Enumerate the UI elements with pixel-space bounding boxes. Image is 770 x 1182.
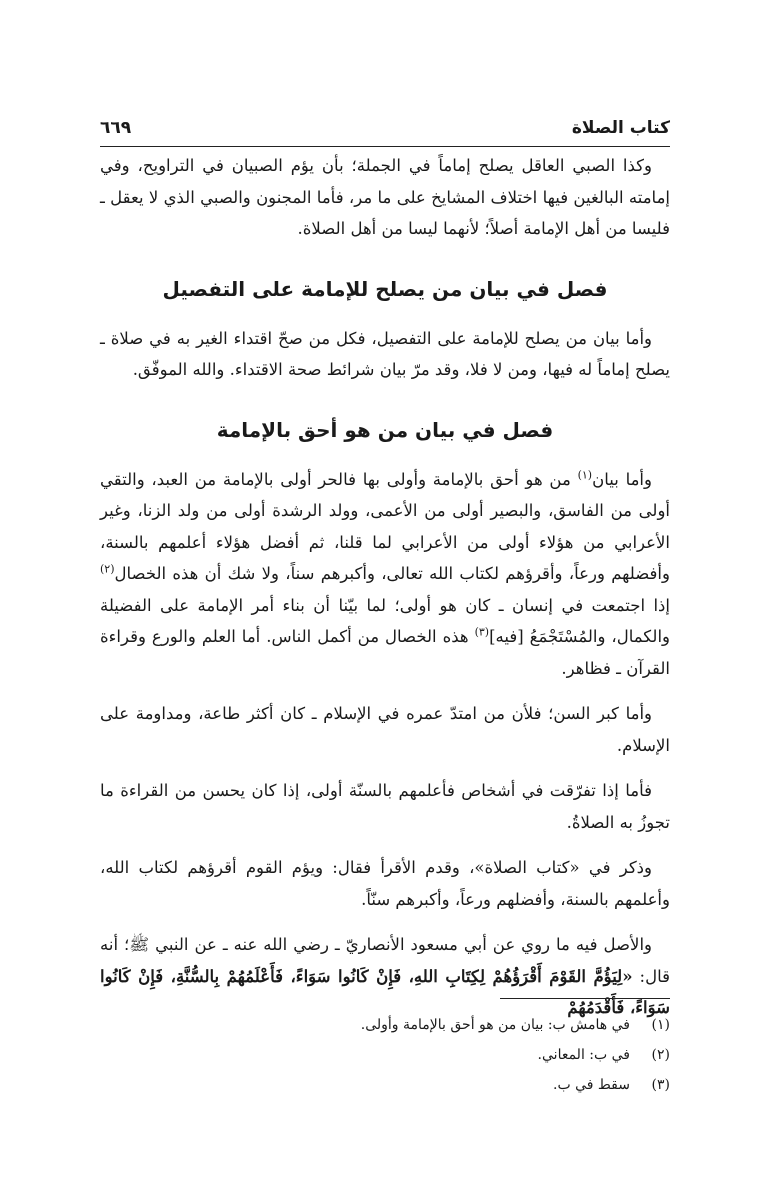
text-segment: هذه الخصال من أكمل الناس. أما العلم والورع وقراءة القرآن ـ فظاهر.	[100, 627, 670, 678]
section-title-who-qualifies: فصل في بيان من يصلح للإمامة على التفصيل	[162, 276, 608, 301]
running-head	[100, 108, 670, 138]
footnote-rule	[500, 998, 670, 999]
page-number: ٦٦٩	[100, 118, 132, 138]
section1-paragraph: وأما بيان من يصلح للإمامة على التفصيل، فكل من صحّ اقتداء الغير به في صلاة ـ يصلح إماماً له فيها، ومن لا فلا، وقد مرّ بيان شرائط صحة الاقتداء. والله الموفّق.	[100, 328, 670, 379]
footnote-ref-3: (٣)	[474, 625, 490, 639]
footnote-text: في ب: المعاني.	[537, 1047, 630, 1063]
section2-paragraph-3: فأما إذا تفرّقت في أشخاص فأعلمهم بالسنّة أولى، إذا كان يحسن من القراءة ما تجوزُ به الصلاةُ.	[100, 781, 670, 832]
section2-paragraph-1	[100, 464, 670, 685]
footnote-ref-2: (٢)	[100, 562, 115, 576]
footnote-item	[100, 1070, 670, 1100]
main-text	[100, 150, 670, 1024]
section-title-most-entitled: فصل في بيان من هو أحق بالإمامة	[216, 417, 554, 442]
footnote-number: (٣)	[651, 1077, 670, 1093]
footnote-number: (١)	[651, 1017, 670, 1033]
book-title: كتاب الصلاة	[571, 118, 670, 138]
footnote-text: في هامش ب: بيان من هو أحق بالإمامة وأولى.	[360, 1017, 630, 1033]
footnote-number: (٢)	[651, 1047, 670, 1063]
footnote-item	[100, 1040, 670, 1070]
text-segment: من هو أحق بالإمامة وأولى بها فالحر أولى بالإمامة من العبد، والتقي أولى من الفاسق، والبصير أولى من الأعمى، وولد الرشدة أولى من ولد الزنا، وغير الأعرابي من هؤلاء أولى من الأعرابي لما قلنا، ثم أفضل هؤلاء أعلمهم بالسنة، وأفضلهم ورعاً، وأقرؤهم لكتاب الله تعالى، وأكبرهم سناً، ولا شك أن هذه الخصال	[100, 469, 670, 583]
footnote-item	[100, 1010, 670, 1040]
text-segment: وأما بيان	[592, 469, 652, 489]
section2-paragraph-4: وذكر في «كتاب الصلاة»، وقدم الأقرأ فقال: ويؤم القوم أقرؤهم لكتاب الله، وأعلمهم بالسنة، وأفضلهم ورعاً، وأكبرهم سنّاً.	[100, 858, 670, 909]
hadith-quote: «لِيَؤُمَّ القَوْمَ أَقْرَؤُهُمْ لِكِتَابِ اللهِ، فَإِنْ كَانُوا سَوَاءً، فَأَعْلَمُهُمْ بِالسُّنَّةِ، فَإِنْ كَانُوا سَوَاءً، فَأَقْدَمُهُمْ	[100, 966, 670, 1017]
text-segment: والأصل فيه ما روي عن أبي مسعود الأنصاريّ ـ رضي الله عنه ـ عن النبي ﷺ؛ أنه قال:	[100, 935, 670, 986]
intro-paragraph: وكذا الصبي العاقل يصلح إماماً في الجملة؛ بأن يؤم الصبيان في التراويح، وفي إمامته البالغين فيها اختلاف المشايخ على ما مر، فأما المجنون والصبي الذي لا يعقل ـ فليسا من أهل الإمامة أصلاً؛ لأنهما ليسا من أهل الصلاة.	[100, 156, 670, 238]
section2-paragraph-2: وأما كبر السن؛ فلأن من امتدّ عمره في الإسلام ـ كان أكثر طاعة، ومداومة على الإسلام.	[100, 704, 670, 755]
text-segment: إذا اجتمعت في إنسان ـ كان هو أولى؛ لما بيّنا أن بناء أمر الإمامة على الفضيلة والكمال، والمُسْتَجْمَعُ [فيه]	[100, 595, 670, 646]
footnotes	[100, 1010, 670, 1100]
footnote-text: سقط في ب.	[553, 1077, 630, 1093]
footnote-ref-1: (١)	[577, 468, 593, 481]
header-rule	[100, 146, 670, 147]
